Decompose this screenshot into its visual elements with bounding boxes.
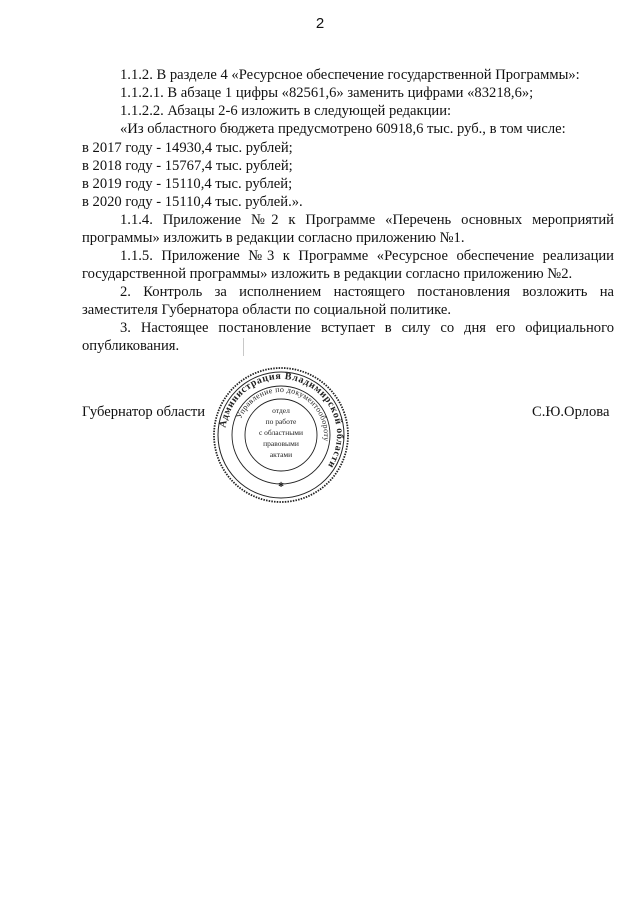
paragraph-2-line-2: заместителя Губернатора области по социальной политике. xyxy=(82,302,452,318)
stamp-center-line-3: с областными xyxy=(258,428,304,437)
stamp-center-line-2: по работе xyxy=(265,417,297,426)
paragraph-1-1-2: 1.1.2. В разделе 4 «Ресурсное обеспечение государственной Программы»: xyxy=(120,67,580,83)
stamp-seal-icon xyxy=(211,365,351,505)
stamp-center-line-4: правовыми xyxy=(263,439,299,448)
paragraph-1-1-5-line-2: государственной программы» изложить в редакции согласно приложению №2. xyxy=(82,266,573,282)
signature-name: С.Ю.Орлова xyxy=(532,404,610,420)
paragraph-2-line-1: 2. Контроль за исполнением настоящего постановления возложить на xyxy=(120,284,614,300)
scan-mark xyxy=(243,338,244,356)
paragraph-1-1-5-line-1: 1.1.5. Приложение №3 к Программе «Ресурсное обеспечение реализации xyxy=(120,248,614,264)
budget-2018-line: в 2018 году - 15767,4 тыс. рублей; xyxy=(82,158,293,174)
stamp-inner-ring-text: Управление по документообороту xyxy=(234,384,332,443)
signature-position: Губернатор области xyxy=(82,404,206,420)
budget-2019-line: в 2019 году - 15110,4 тыс. рублей; xyxy=(82,176,293,192)
svg-text:✱: ✱ xyxy=(278,481,284,489)
budget-2017-line: в 2017 году - 14930,4 тыс. рублей; xyxy=(82,140,293,156)
budget-total-line: «Из областного бюджета предусмотрено 60918,6 тыс. руб., в том числе: xyxy=(120,121,566,137)
budget-2020-line: в 2020 году - 15110,4 тыс. рублей.». xyxy=(82,194,303,210)
paragraph-1-1-4-line-1: 1.1.4. Приложение №2 к Программе «Перечень основных мероприятий xyxy=(120,212,614,228)
official-stamp xyxy=(211,365,351,505)
paragraph-3-line-2: опубликования. xyxy=(82,338,180,354)
paragraph-1-1-2-2: 1.1.2.2. Абзацы 2-6 изложить в следующей редакции: xyxy=(120,103,452,119)
paragraph-1-1-2-1: 1.1.2.1. В абзаце 1 цифры «82561,6» заменить цифрами «83218,6»; xyxy=(120,85,534,101)
paragraph-3-line-1: 3. Настоящее постановление вступает в силу со дня его официального xyxy=(120,320,614,336)
stamp-ring-text: Администрация Владимирской области xyxy=(217,370,346,471)
page-number: 2 xyxy=(315,15,325,32)
stamp-center-line-1: отдел xyxy=(272,406,290,415)
stamp-center-line-5: актами xyxy=(269,450,293,459)
paragraph-1-1-4-line-2: программы» изложить в редакции согласно приложению №1. xyxy=(82,230,465,246)
